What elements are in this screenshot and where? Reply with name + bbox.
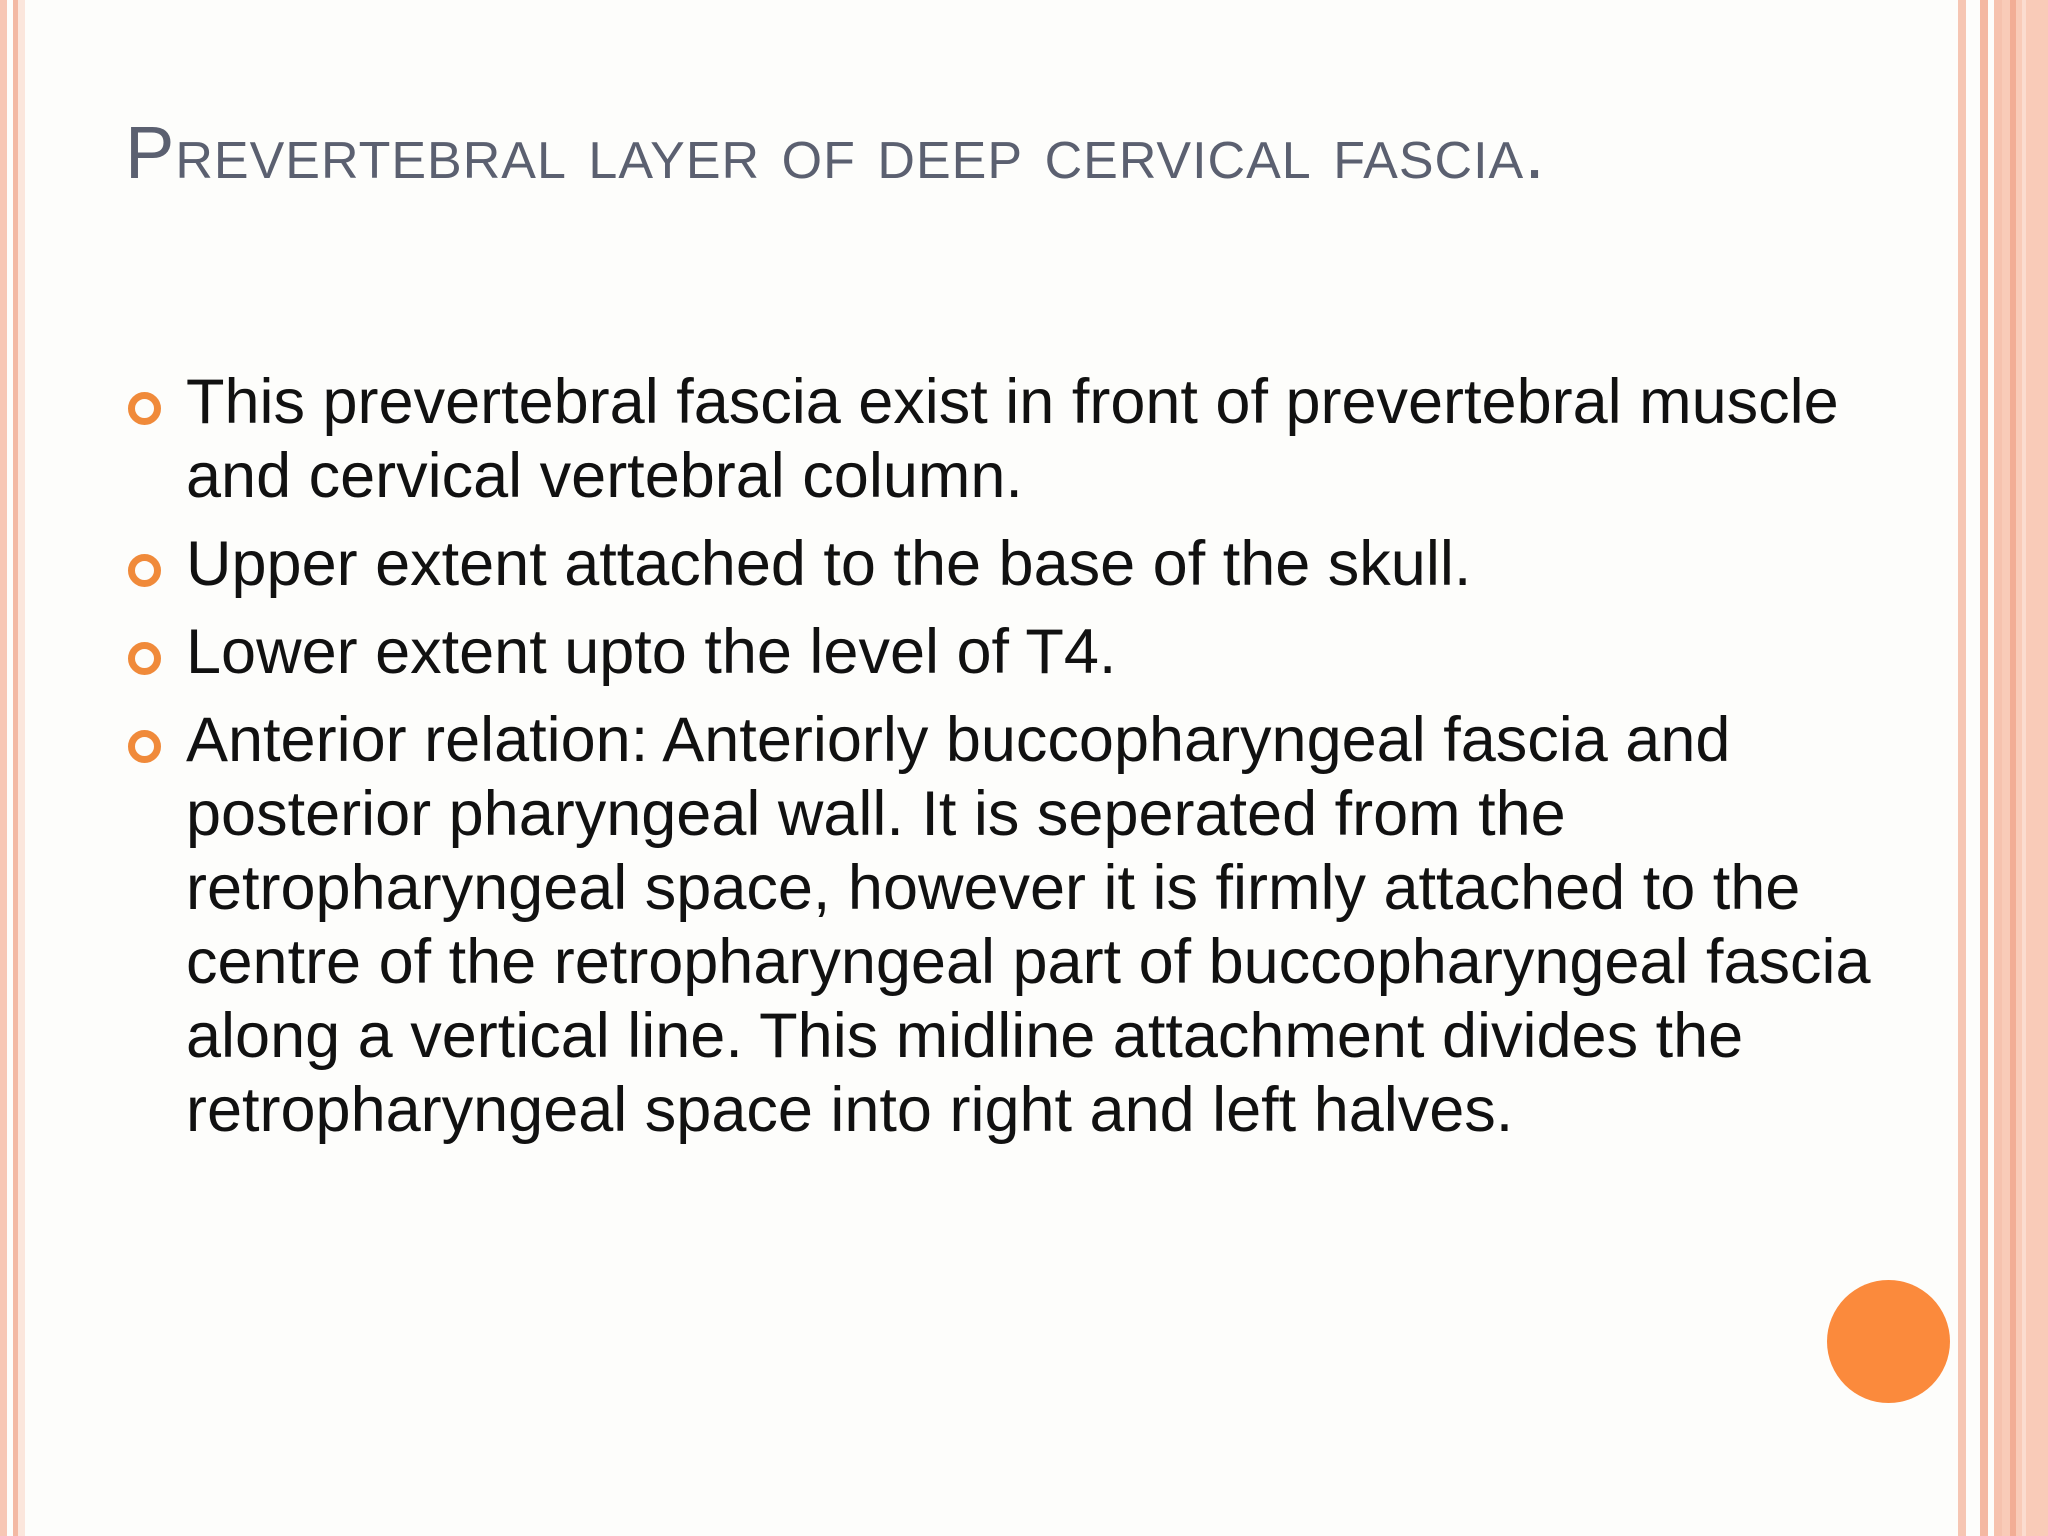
bullet-item (0, 365, 1900, 513)
bullet-item (0, 703, 1900, 1147)
bullet-list (0, 365, 1900, 1161)
bullet-item (0, 527, 1900, 601)
slide-title: Prevertebral layer of deep cervical fascia. (125, 111, 1546, 194)
bullet-text: Lower extent upto the level of T4. (186, 617, 1117, 687)
bullet-text: This prevertebral fascia exist in front of prevertebral muscle and cervical vertebral column. (186, 367, 1839, 511)
ring-bullet-icon (128, 730, 161, 763)
bullet-text: Anterior relation: Anteriorly buccopharyngeal fascia and posterior pharyngeal wall. It is seperated from the retropharyngeal space, however it is firmly attached to the centre of the retropharyngeal part of buccopharyngeal fascia along a vertical line. This midline attachment divides the retropharyngeal space into right and left halves. (186, 705, 1871, 1145)
orange-circle-icon (1827, 1280, 1950, 1403)
right-border-stripe (2022, 0, 2026, 1536)
ring-bullet-icon (128, 642, 161, 675)
right-border-stripe (1958, 0, 1966, 1536)
bullet-item (0, 615, 1900, 689)
ring-bullet-icon (128, 392, 161, 425)
right-border-stripe (1994, 0, 2002, 1536)
bullet-text: Upper extent attached to the base of the skull. (186, 529, 1472, 599)
ring-bullet-icon (128, 554, 161, 587)
right-border-stripe (1980, 0, 1988, 1536)
right-border-stripe (2010, 0, 2016, 1536)
right-border-stripe (1966, 0, 1980, 1536)
